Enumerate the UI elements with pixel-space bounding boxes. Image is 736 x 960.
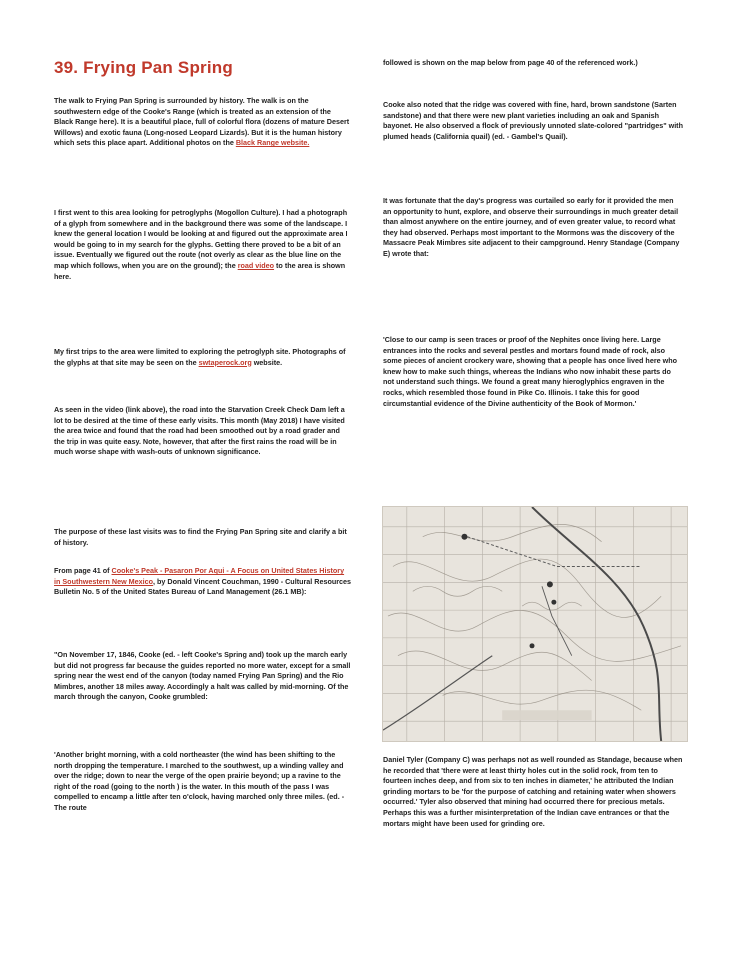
petroglyph-text-end: to the area is shown here. bbox=[54, 260, 346, 281]
mormons-paragraph: It was fortunate that the day's progress was curtailed so early for it provided the men an opportunity to hunt, explore, and observe their surroundings in much greater detail than almost anywhere on the entire journey, and of even greater value, to record what they had observed. Perhaps most important to the Mormons was the discovery of the Massacre Peak Mimbres site adjacent to their campground. Henry Standage (Company E) wrote that: bbox=[383, 196, 680, 258]
citation-text-end: , by Donald Vincent Couchman, 1990 - Cultural Resources Bulletin No. 5 of the United States Bureau of Land Management (26.1 MB): bbox=[54, 576, 352, 597]
first-trips-text-end: website. bbox=[251, 357, 283, 367]
sandstone-paragraph: Cooke also noted that the ridge was covered with fine, hard, brown sandstone (Sarten sandstone) and that there were new plant varieties including an oak and Spanish bayonet. He also observed a flock of previously unnoted slate-colored "partridges" with plumed heads (California quail) (ed. - Gambel's Quail). bbox=[383, 100, 683, 141]
intro-paragraph bbox=[54, 96, 352, 149]
route-note-paragraph: followed is shown on the map below from page 40 of the referenced work.) bbox=[383, 58, 638, 67]
purpose-paragraph: The purpose of these last visits was to find the Frying Pan Spring site and clarify a bit of history. bbox=[54, 527, 347, 547]
first-trips-paragraph bbox=[54, 347, 352, 368]
cookes-peak-link[interactable]: Cooke's Peak - Pasaron Por Aqui - A Focus on United States History in Southwestern New Mexico bbox=[54, 566, 345, 586]
road-paragraph: As seen in the video (link above), the road into the Starvation Creek Check Dam left a lot to be desired at the time of these early visits. This month (May 2018) I have visited the area twice and found that the road had been smoothed out by a road grader and the trip in was quite easy. Note, however, that after the first rains the road will be in much worse shape with wash-outs of unknown significance. bbox=[54, 405, 345, 457]
citation-paragraph bbox=[54, 566, 352, 598]
intro-text: The walk to Frying Pan Spring is surrounded by history. The walk is on the southwestern edge of the Cooke's Range (which is treated as an extension of the Black Range here). It is a beautiful place, full of colorful flora (dozens of mature Desert Willows) and exotic fauna (Long-nosed Leopard Lizards). But it is the human history which sets this place apart. Additional photos on the bbox=[54, 96, 350, 148]
cooke-quote-paragraph: "On November 17, 1846, Cooke (ed. - left Cooke's Spring and) took up the march early but did not progress far because the guides reported no more water, except for a small spring near the west end of the canyon (today named Frying Pan Spring) and the Rio Mimbres, another 18 miles away. Accordingly a halt was called by mid-morning. Of the march through the canyon, Cooke grumbled: bbox=[54, 650, 351, 702]
cooke-march-quote: 'Another bright morning, with a cold northeaster (the wind has been shifting to the north dropping the temperature. I marched to the southwest, up a winding valley and over the ridge; down to near the verge of the open prairie beyond; up a ravine to the right of the road (going to the north ) is the water. In this mouth of the pass I was compelled to encamp a little after ten o'clock, having marched only three miles. (ed. - The route bbox=[54, 750, 345, 812]
petroglyph-paragraph bbox=[54, 208, 352, 282]
citation-text: From page 41 of bbox=[54, 566, 112, 575]
standage-quote: 'Close to our camp is seen traces or proof of the Nephites once living here. Large entrances into the rocks and several pestles and mortars found made of rock, also some pieces of ancient crockery ware, showing that a people has once lived here who knew how to make such things, whereas the Indians who now inhabit these parts do not understand such things. We found a great many hieroglyphics engraven in the rocks, which resembled those found in Pike Co. Illinois. I take this for good circumstantial evidence of the Divine authenticity of the Book of Mormon.' bbox=[383, 335, 677, 408]
first-trips-text: My first trips to the area were limited to exploring the petroglyph site. Photographs of the glyphs at that site may be seen on the bbox=[54, 347, 346, 367]
map-drawing bbox=[383, 507, 687, 741]
swtaperock-link[interactable]: swtaperock.org bbox=[198, 357, 252, 367]
page-title: 39. Frying Pan Spring bbox=[54, 58, 233, 77]
black-range-link[interactable]: Black Range website. bbox=[235, 138, 310, 148]
tyler-paragraph: Daniel Tyler (Company C) was perhaps not as well rounded as Standage, because when he recorded that 'there were at least thirty holes cut in the solid rock, from ten to fourteen inches deep, and from six to ten inches in diameter,' he attributed the Indian grinding mortars to be 'for the purpose of catching and retaining water when showers occurred.' Tyler also observed that mining had occurred there for precious metals. Perhaps this was a further misinterpretation of the Indian cave entrances or that the mortars might have been used for grinding ore. bbox=[383, 755, 683, 828]
petroglyph-text: I first went to this area looking for petroglyphs (Mogollon Culture). I had a photograph of a glyph from somewhere and in the background there was some of the landscape. I knew the general location I would be looking at and figured out the approximate area I would be going to in my search for the glyphs. Getting there proved to be a bit of an issue. Eventually we figured out the route (not overly as clear as the blue line on the map which follows, when you are on the ground); the bbox=[54, 208, 348, 270]
road-video-link[interactable]: road video bbox=[237, 260, 275, 270]
historic-route-map bbox=[382, 506, 688, 742]
